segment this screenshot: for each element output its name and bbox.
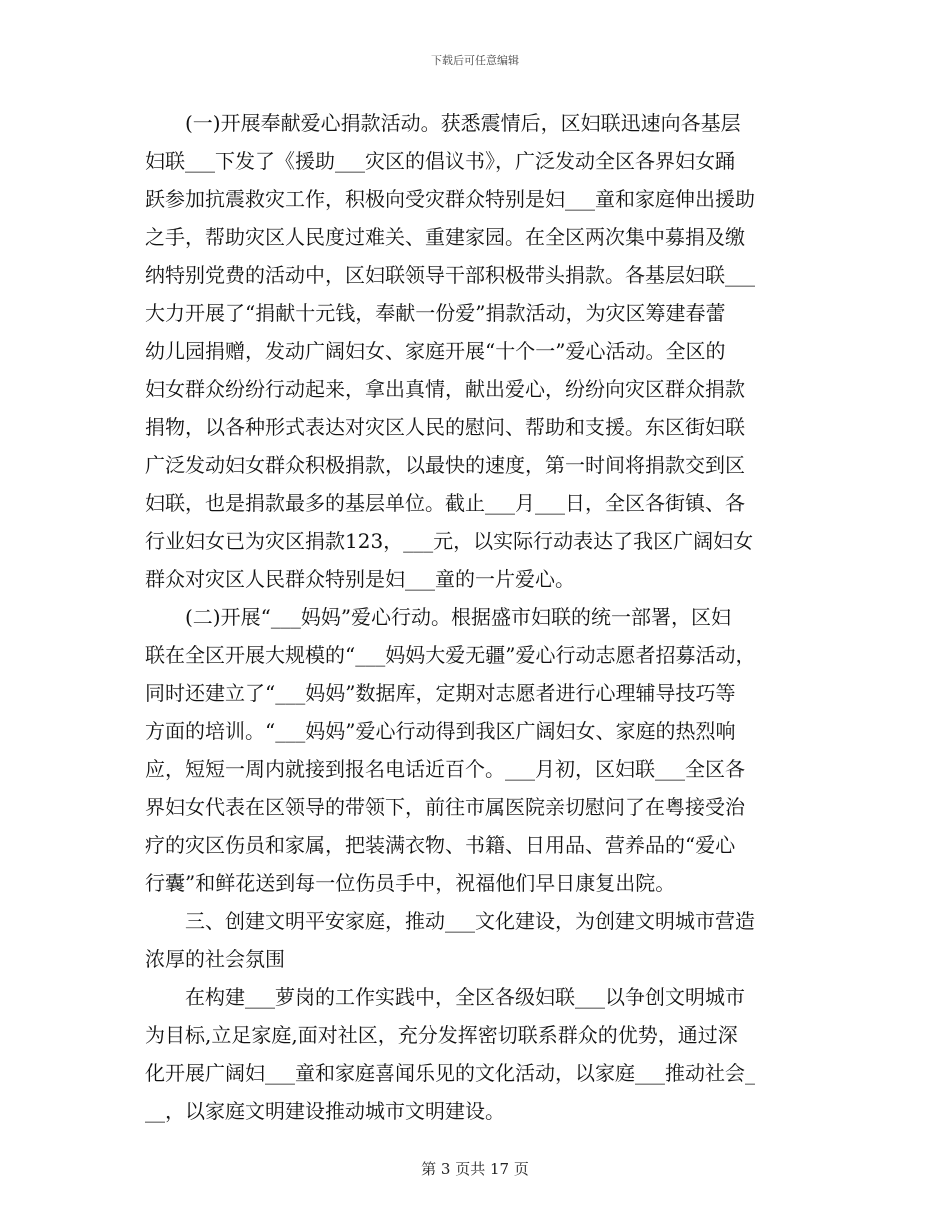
text-line: __，以家庭文明建设推动城市文明建设。 bbox=[145, 1099, 505, 1123]
text-line: 疗的灾区伤员和家属，把装满衣物、书籍、日用品、营养品的“爱心 bbox=[145, 833, 736, 857]
text-line: (二)开展“___妈妈”爱心行动。根据盛市妇联的统一部署，区妇 bbox=[145, 605, 732, 629]
text-line: 在构建___萝岗的工作实践中，全区各级妇联___以争创文明城市 bbox=[145, 985, 745, 1009]
text-line: 界妇女代表在区领导的带领下，前往市属医院亲切慰问了在粤接受治 bbox=[145, 795, 745, 819]
text-line: 妇联，也是捐款最多的基层单位。截止___月___日，全区各街镇、各 bbox=[145, 491, 745, 515]
page-footer: 第 3 页共 17 页 bbox=[421, 1160, 529, 1178]
text-line: 大力开展了“捐献十元钱，奉献一份爱”捐款活动，为灾区筹建春蕾 bbox=[145, 301, 726, 325]
text-line: 广泛发动妇女群众积极捐款，以最快的速度，第一时间将捐款交到区 bbox=[145, 453, 745, 477]
text-line: 行囊”和鲜花送到每一位伤员手中，祝福他们早日康复出院。 bbox=[145, 871, 676, 895]
text-line: 幼儿园捐赠，发动广阔妇女、家庭开展“十个一”爱心活动。全区的 bbox=[145, 339, 726, 363]
text-line: 化开展广阔妇___童和家庭喜闻乐见的文化活动，以家庭___推动社会_ bbox=[145, 1061, 755, 1085]
page-header: 下载后可任意编辑 bbox=[431, 54, 519, 67]
text-line: 妇女群众纷纷行动起来，拿出真情，献出爱心，纷纷向灾区群众捐款 bbox=[145, 377, 745, 401]
text-line: 为目标,立足家庭,面对社区，充分发挥密切联系群众的优势，通过深 bbox=[145, 1023, 738, 1047]
text-line: 三、创建文明平安家庭，推动___文化建设，为创建文明城市营造 bbox=[145, 909, 755, 933]
document-body bbox=[145, 104, 817, 1130]
text-line: 群众对灾区人民群众特别是妇___童的一片爱心。 bbox=[145, 567, 575, 591]
text-line: 妇联___下发了《援助___灾区的倡议书》，广泛发动全区各界妇女踊 bbox=[145, 149, 735, 173]
text-line: 捐物，以各种形式表达对灾区人民的慰问、帮助和支援。东区街妇联 bbox=[145, 415, 745, 439]
text-line: 浓厚的社会氛围 bbox=[145, 947, 285, 971]
text-line: 行业妇女已为灾区捐款123，___元，以实际行动表达了我区广阔妇女 bbox=[145, 529, 754, 553]
text-line: 同时还建立了“___妈妈”数据库，定期对志愿者进行心理辅导技巧等 bbox=[145, 681, 736, 705]
text-line: 应，短短一周内就接到报名电话近百个。___月初，区妇联___全区各 bbox=[145, 757, 745, 781]
text-line: (一)开展奉献爱心捐款活动。获悉震情后，区妇联迅速向各基层 bbox=[145, 111, 741, 135]
text-line: 联在全区开展大规模的“___妈妈大爱无疆”爱心行动志愿者招募活动， bbox=[145, 643, 756, 667]
text-line: 之手，帮助灾区人民度过难关、重建家园。在全区两次集中募捐及缴 bbox=[145, 225, 745, 249]
text-line: 纳特别党费的活动中，区妇联领导干部积极带头捐款。各基层妇联___ bbox=[145, 263, 755, 287]
text-line: 跃参加抗震救灾工作，积极向受灾群众特别是妇___童和家庭伸出援助 bbox=[145, 187, 755, 211]
text-line: 方面的培训。“___妈妈”爱心行动得到我区广阔妇女、家庭的热烈响 bbox=[145, 719, 736, 743]
